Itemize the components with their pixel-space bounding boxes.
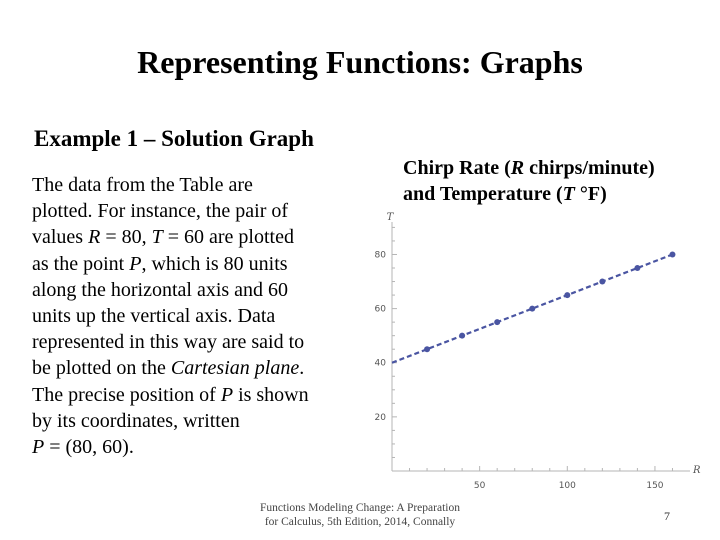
x-tick-label: 100 [558, 481, 576, 491]
x-tick-label: 50 [473, 481, 486, 491]
data-point [599, 279, 605, 285]
y-tick-label: 60 [374, 304, 386, 315]
example-subtitle: Example 1 – Solution Graph [34, 126, 314, 151]
chart-title-line-1: Chirp Rate (R chirps/minute) [403, 157, 655, 179]
slide-title: Representing Functions: Graphs [137, 44, 583, 80]
data-point [424, 346, 430, 352]
data-point [459, 333, 465, 339]
body-line-10: by its coordinates, written [32, 409, 240, 432]
explanation-text [32, 172, 342, 460]
citation-line-1: Functions Modeling Change: A Preparation [260, 502, 460, 514]
body-line-9: The precise position of P is shown [32, 383, 309, 406]
page-number: 7 [664, 509, 670, 523]
x-axis-label: R [693, 465, 701, 476]
citation-line-2: for Calculus, 5th Edition, 2014, Connally [264, 515, 456, 528]
chart-title-line-2: and Temperature (T °F) [403, 183, 607, 205]
body-line-8: be plotted on the Cartesian plane. [32, 357, 305, 380]
body-line-7: represented in this way are said to [32, 331, 305, 354]
data-point [494, 319, 500, 325]
x-tick-label: 150 [646, 481, 664, 491]
y-tick-label: 20 [374, 412, 386, 423]
body-line-6: units up the vertical axis. Data [32, 305, 276, 328]
y-tick-label: 80 [374, 250, 386, 261]
body-line-11: P = (80, 60). [32, 436, 134, 459]
y-tick-label: 40 [374, 358, 386, 369]
data-point [529, 306, 535, 312]
data-point [634, 265, 640, 271]
y-axis-label: T [386, 212, 394, 223]
data-point [669, 251, 675, 257]
body-line-1: The data from the Table are [32, 174, 253, 196]
footer-citation [248, 502, 472, 529]
body-line-3: values R = 80, T = 60 are plotted [32, 226, 294, 249]
data-point [564, 292, 570, 298]
body-line-2: plotted. For instance, the pair of [32, 200, 289, 223]
body-line-4: as the point P, which is 80 units [32, 252, 288, 275]
body-line-5: along the horizontal axis and 60 [32, 278, 289, 301]
scatter-chart [360, 200, 705, 500]
